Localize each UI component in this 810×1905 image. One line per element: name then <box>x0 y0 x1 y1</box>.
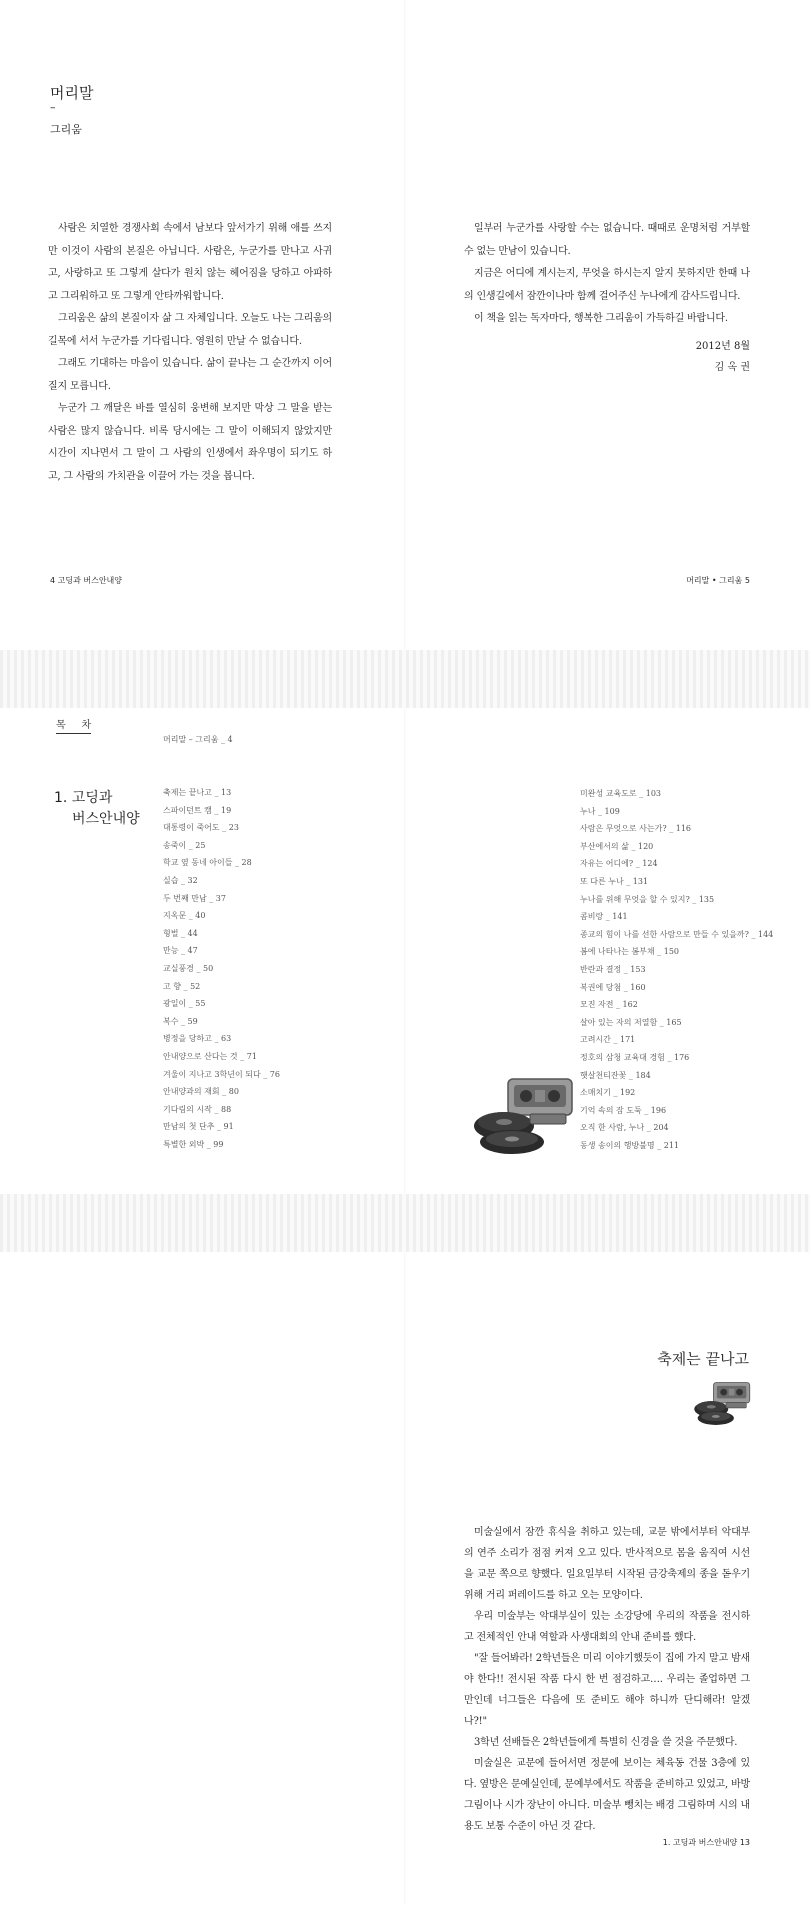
toc-entry[interactable]: 또 다른 누나 _ 131 <box>580 876 649 886</box>
toc-entry[interactable]: 대통령이 죽어도 _ 23 <box>163 823 239 833</box>
toc-entry[interactable]: 살아 있는 자의 저열함 _ 165 <box>580 1017 682 1027</box>
toc-left-list <box>163 784 280 1153</box>
toc-entry[interactable]: 기다림의 시작 _ 88 <box>163 1104 232 1114</box>
toc-entry[interactable]: 기억 속의 잠 도둑 _ 196 <box>580 1105 667 1115</box>
toc-entry[interactable]: 실습 _ 32 <box>163 875 198 885</box>
paragraph: 이 책을 읽는 독자마다, 행복한 그리움이 가득하길 바랍니다. <box>474 313 728 324</box>
toc-entry[interactable]: 고 향 _ 52 <box>163 981 201 991</box>
part-title <box>54 788 140 830</box>
toc-entry[interactable]: 만남의 첫 단추 _ 91 <box>163 1122 234 1132</box>
page-separator <box>0 1194 810 1252</box>
paragraph: 일부러 누군가를 사랑할 수는 없습니다. 때때로 운명처럼 거부할 수 없는 만남이 있습니다. <box>464 223 750 257</box>
toc-entry[interactable]: 안내양으로 산다는 것 _ 71 <box>163 1051 257 1061</box>
toc-entry[interactable]: 소매치기 _ 192 <box>580 1088 636 1098</box>
toc-entry[interactable]: 누나 _ 109 <box>580 806 620 816</box>
paragraph: 미술실에서 잠깐 휴식을 취하고 있는데, 교문 밖에서부터 악대부의 연주 소리가 점점 커져 오고 있다. 반사적으로 몸을 움직여 시선을 교문 쪽으로 향했다. 일요일부터 시작된 금강축제의 종을 돋우기 위해 거리 퍼레이드를 하고 오는 모양이다. <box>464 1527 750 1601</box>
chapter-body-text <box>464 1522 750 1837</box>
part-title-line: 버스안내양 <box>72 811 140 827</box>
page-number-right: 머리말 • 그리움 5 <box>686 576 750 585</box>
paragraph: 우리 미술부는 악대부실이 있는 소강당에 우리의 작품을 전시하고 전체적인 안내 역할과 사생대회의 안내 준비를 했다. <box>464 1611 750 1643</box>
toc-preface-entry: 머리말 – 그리움 _ 4 <box>163 735 233 744</box>
radio-cassette-icon <box>692 1378 752 1430</box>
toc-entry[interactable]: 교실풍경 _ 50 <box>163 963 214 973</box>
toc-entry[interactable]: 만능 _ 47 <box>163 946 198 956</box>
toc-entry[interactable]: 축제는 끝나고 _ 13 <box>163 788 232 797</box>
toc-entry[interactable]: 모진 자전 _ 162 <box>580 1000 638 1010</box>
toc-entry[interactable]: 특별한 외박 _ 99 <box>163 1139 224 1149</box>
paragraph: "잘 들어봐라! 2학년들은 미리 이야기했듯이 집에 가지 말고 밤새야 한다!! 전시된 작품 다시 한 번 점검하고…. 우리는 졸업하면 그만인데 너그들은 다음에 또 준비도 해야 하니까 단디해라! 알겠나?!" <box>464 1653 750 1727</box>
toc-entry[interactable]: 고려시간 _ 171 <box>580 1035 636 1045</box>
toc-entry[interactable]: 자유는 어디에? _ 124 <box>580 859 658 869</box>
paragraph: 미술실은 교문에 들어서면 정문에 보이는 체육동 건물 3층에 있다. 옆방은 문예실인데, 문예부에서도 작품을 준비하고 있었고, 바방 그림이나 시가 장난이 아니다. 미술부 뺑치는 배경 그림하며 시의 내용도 보통 수준이 아닌 것 같다. <box>464 1758 750 1832</box>
spine-gutter <box>404 0 406 650</box>
preface-right-text <box>464 218 750 331</box>
radio-cassette-icon <box>470 1076 576 1158</box>
toc-title: 목 차 <box>56 716 91 734</box>
page-number-right: 1. 고딩과 버스안내양 13 <box>662 1838 750 1847</box>
toc-entry[interactable]: 미완성 교육도로 _ 103 <box>580 789 661 798</box>
page-separator <box>0 650 810 708</box>
toc-entry[interactable]: 햇살천티잔꽃 _ 184 <box>580 1070 651 1080</box>
toc-spread <box>0 708 810 1194</box>
toc-entry[interactable]: 복수 _ 59 <box>163 1016 198 1026</box>
toc-right-list <box>580 785 773 1154</box>
preface-left-text <box>48 218 332 488</box>
toc-entry[interactable]: 병정을 당하고 _ 63 <box>163 1034 232 1044</box>
toc-entry[interactable]: 사람은 무엇으로 사는가? _ 116 <box>580 824 692 834</box>
toc-entry[interactable]: 두 번째 만남 _ 37 <box>163 893 226 903</box>
toc-entry[interactable]: 종교의 힘이 나를 선한 사람으로 만들 수 있을까? _ 144 <box>580 929 774 939</box>
toc-entry[interactable]: 광일이 _ 55 <box>163 999 206 1009</box>
toc-entry[interactable]: 안내양과의 재회 _ 80 <box>163 1087 239 1097</box>
paragraph: 그리움은 삶의 본질이자 삶 그 자체입니다. 오늘도 나는 그리움의 길목에 서서 누군가를 기다립니다. 영원히 만날 수 없습니다. <box>48 313 332 347</box>
chapter-spread <box>0 1252 810 1905</box>
spine-gutter <box>404 708 406 1194</box>
page-number-left: 4 고딩과 버스안내양 <box>50 576 122 585</box>
toc-entry[interactable]: 콤비랑 _ 141 <box>580 912 628 922</box>
toc-entry[interactable]: 복권에 당첨 _ 160 <box>580 982 646 992</box>
paragraph: 사람은 치열한 경쟁사회 속에서 남보다 앞서가기 위해 애를 쓰지만 이것이 사람의 본질은 아닙니다. 사람은, 누군가를 만나고 사귀고, 사랑하고 또 그렇게 살다가 원치 않는 헤어짐을 당하고 아파하고 그리워하고 또 그렇게 안타까워합니다. <box>48 223 332 302</box>
toc-entry[interactable]: 겨울이 지나고 3학년이 되다 _ 76 <box>163 1069 280 1079</box>
spine-gutter <box>404 1252 406 1905</box>
toc-entry[interactable]: 오직 한 사람, 누나 _ 204 <box>580 1123 669 1133</box>
toc-entry[interactable]: 송죽이 _ 25 <box>163 840 206 850</box>
paragraph: 누군가 그 깨달은 바를 열심히 웅변해 보지만 막상 그 말을 받는 사람은 많지 않습니다. 비록 당시에는 그 말이 이해되지 않았지만 시간이 지나면서 그 말이 그 사람의 인생에서 좌우명이 되기도 하고, 그 사람의 가치관을 이끌어 가는 것을 봅니다. <box>48 403 332 482</box>
preface-subtitle: 그리움 <box>50 123 82 136</box>
toc-entry[interactable]: 스파이던트 캠 _ 19 <box>163 805 232 815</box>
preface-signature: 김 옥 권 <box>714 362 750 373</box>
toc-entry[interactable]: 봄에 나타나는 봄부채 _ 150 <box>580 947 679 957</box>
toc-entry[interactable]: 학교 옆 동네 아이들 _ 28 <box>163 858 252 868</box>
toc-entry[interactable]: 누나를 위해 무엇을 할 수 있지? _ 135 <box>580 894 715 904</box>
preface-date: 2012년 8월 <box>695 341 750 352</box>
toc-entry[interactable]: 반란과 결정 _ 153 <box>580 964 646 974</box>
toc-entry[interactable]: 형벌 _ 44 <box>163 928 198 938</box>
preface-dash: – <box>50 101 56 114</box>
paragraph: 지금은 어디에 계시는지, 무엇을 하시는지 알지 못하지만 한때 나의 인생길에서 잠깐이나마 함께 걸어주신 누나에게 감사드립니다. <box>464 268 750 302</box>
chapter-title: 축제는 끝나고 <box>657 1350 749 1368</box>
preface-spread <box>0 0 810 650</box>
paragraph: 3학년 선배들은 2학년들에게 특별히 신경을 쓸 것을 주문했다. <box>474 1737 738 1748</box>
toc-entry[interactable]: 동생 송이의 행방불명 _ 211 <box>580 1140 679 1150</box>
toc-entry[interactable]: 지옥문 _ 40 <box>163 911 206 921</box>
toc-entry[interactable]: 정호의 삼청 교육대 경험 _ 176 <box>580 1052 690 1062</box>
preface-heading: 머리말 <box>50 84 94 102</box>
part-title-line: 1. 고딩과 <box>54 790 113 806</box>
paragraph: 그래도 기대하는 마음이 있습니다. 삶이 끝나는 그 순간까지 이어질지 모릅니다. <box>48 358 332 392</box>
toc-entry[interactable]: 부산에서의 삶 _ 120 <box>580 841 654 851</box>
